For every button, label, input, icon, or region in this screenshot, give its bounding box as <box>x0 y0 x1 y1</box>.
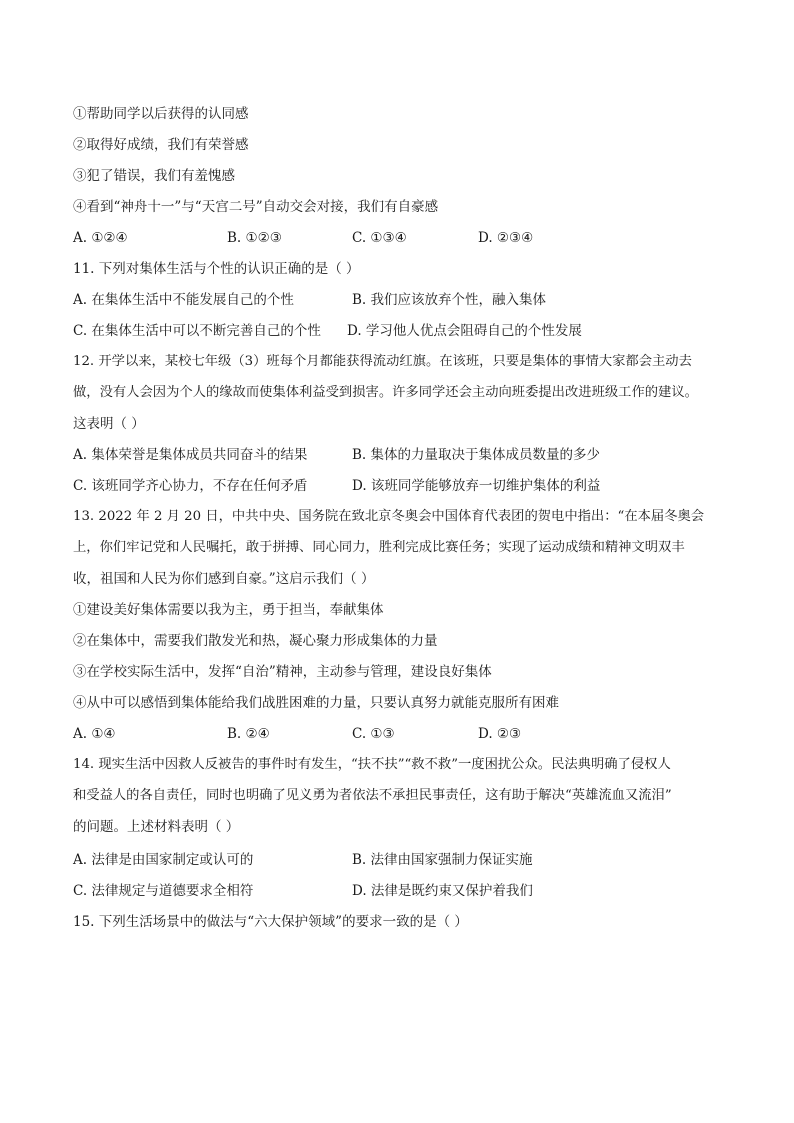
question-13-stem-line-2: 上，你们牢记党和人民嘱托，敢于拼搏、同心同力，胜利完成比赛任务；实现了运动成绩和精神文明双丰 <box>73 540 685 555</box>
question-11-stem: 11. 下列对集体生活与个性的认识正确的是（ ） <box>73 261 360 277</box>
q14-option-d: D. 法律是既约束又保护着我们 <box>352 883 533 899</box>
q14-option-c: C. 法律规定与道德要求全相符 <box>73 883 254 899</box>
q13-option-d: D. ②③ <box>478 726 522 742</box>
question-12-stem-line-2: 做，没有人会因为个人的缘故而使集体利益受到损害。许多同学还会主动向班委提出改进班级工作的建议。 <box>73 385 698 400</box>
question-15-stem: 15. 下列生活场景中的做法与“六大保护领域”的要求一致的是（ ） <box>73 914 468 930</box>
option-d: D. ②③④ <box>478 230 534 246</box>
option-a: A. ①②④ <box>73 230 128 246</box>
q14-option-b: B. 法律由国家强制力保证实施 <box>352 852 533 868</box>
question-13-stem-line-1: 13. 2022 年 2 月 20 日，中共中央、国务院在致北京冬奥会中国体育代表团的贺电中指出：“在本届冬奥会 <box>73 509 705 524</box>
q13-statement-4: ④从中可以感悟到集体能给我们战胜困难的力量，只要认真努力就能克服所有困难 <box>73 695 559 711</box>
q12-option-b: B. 集体的力量取决于集体成员数量的多少 <box>352 447 601 463</box>
statement-3: ③犯了错误，我们有羞愧感 <box>73 168 235 184</box>
option-b: B. ①②③ <box>227 230 282 246</box>
q14-option-a: A. 法律是由国家制定或认可的 <box>73 852 254 868</box>
statement-2: ②取得好成绩，我们有荣誉感 <box>73 137 249 153</box>
option-c: C. ①③④ <box>352 230 407 246</box>
q12-option-a: A. 集体荣誉是集体成员共同奋斗的结果 <box>73 447 308 463</box>
q13-statement-1: ①建设美好集体需要以我为主，勇于担当，奉献集体 <box>73 602 384 618</box>
q12-option-c: C. 该班同学齐心协力，不存在任何矛盾 <box>73 478 308 494</box>
statement-4: ④看到“神舟十一”与“天宫二号”自动交会对接，我们有自豪感 <box>73 199 439 215</box>
q11-option-b: B. 我们应该放弃个性，融入集体 <box>352 292 547 308</box>
q13-statement-2: ②在集体中，需要我们散发光和热，凝心聚力形成集体的力量 <box>73 633 438 649</box>
q12-option-d: D. 该班同学能够放弃一切维护集体的利益 <box>352 478 601 494</box>
question-14-stem-line-3: 的问题。上述材料表明（ ） <box>73 819 240 835</box>
q13-statement-3: ③在学校实际生活中，发挥“自治”精神，主动参与管理，建设良好集体 <box>73 664 492 680</box>
q11-option-a: A. 在集体生活中不能发展自己的个性 <box>73 292 294 308</box>
question-14-stem-line-2: 和受益人的各自责任，同时也明确了见义勇为者依法不承担民事责任，这有助于解决“英雄流血又流泪” <box>73 788 672 803</box>
question-14-stem-line-1: 14. 现实生活中因救人反被告的事件时有发生，“扶不扶”“救不救”一度困扰公众。民法典明确了侵权人 <box>73 757 671 772</box>
question-12-stem-line-1: 12. 开学以来，某校七年级（3）班每个月都能获得流动红旗。在该班，只要是集体的事情大家都会主动去 <box>73 354 692 369</box>
statement-1: ①帮助同学以后获得的认同感 <box>73 106 249 122</box>
q11-option-c: C. 在集体生活中可以不断完善自己的个性 <box>73 323 321 339</box>
q11-option-d: D. 学习他人优点会阻碍自己的个性发展 <box>347 323 582 339</box>
q13-option-b: B. ②④ <box>227 726 270 742</box>
q13-option-c: C. ①③ <box>352 726 395 742</box>
question-12-stem-line-3: 这表明（ ） <box>73 416 145 432</box>
question-13-stem-line-3: 收，祖国和人民为你们感到自豪。”这启示我们（ ） <box>73 571 375 587</box>
q13-option-a: A. ①④ <box>73 726 116 742</box>
